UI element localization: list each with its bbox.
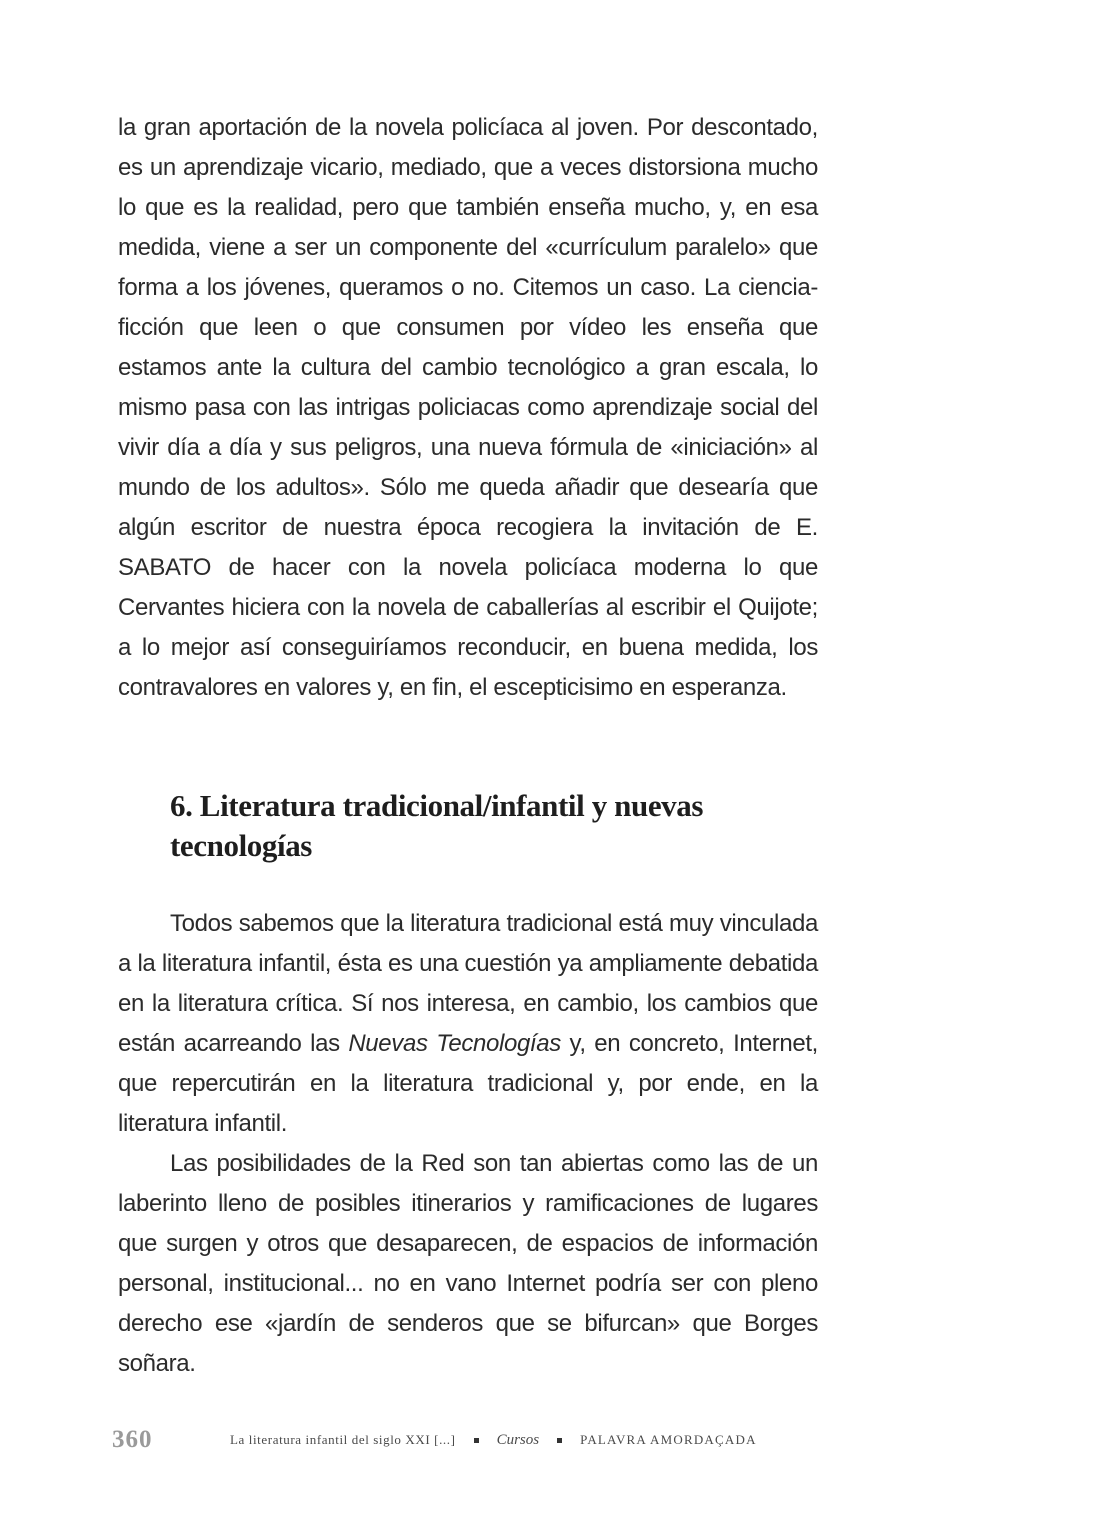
paragraph: la gran aportación de la novela policíaca al joven. Por descontado, es un aprendizaje vicario, mediado, que a veces distorsiona mucho lo que es la realidad, pero que también enseña mucho, y, en esa medida, viene a ser un componente del «currículum paralelo» que forma a los jóvenes, queramos o no. Citemos un caso. La ciencia-ficción que leen o que consumen por vídeo les enseña que estamos ante la cultura del cambio tecnológico a gran escala, lo mismo pasa con las intrigas policiacas como aprendizaje social del vivir día a día y sus peligros, una nueva fórmula de «iniciación» al mundo de los adultos». Sólo me queda añadir que desearía que algún escritor de nuestra época recogiera la invitación de E. SABATO de hacer con la novela policíaca moderna lo que Cervantes hiciera con la novela de caballerías al escribir el Quijote; a lo mejor así conseguiríamos reconducir, en buena medida, los contravalores en valores y, en fin, el escepticisimo en esperanza.	[118, 114, 818, 701]
series-name: PALAVRA AMORDAÇADA	[580, 1432, 757, 1447]
paragraph-text: y, en concreto, Internet, que repercutirán en la literatura tradicional y, por ende, en la literatura infantil.	[118, 1030, 818, 1137]
section-heading: 6. Literatura tradicional/infantil y nuevas tecnologías	[170, 788, 704, 863]
emphasized-term: Nuevas Tecnologías	[348, 1030, 561, 1057]
body-text	[118, 108, 818, 708]
paragraph: Las posibilidades de la Red son tan abiertas como las de un laberinto lleno de posibles itinerarios y ramificaciones de lugares que surgen y otros que desaparecen, de espacios de información personal, institucional... no en vano Internet podría ser con pleno derecho ese «jardín de senderos que se bifurcan» que Borges soñara.	[118, 1150, 818, 1377]
section-body	[118, 904, 818, 1384]
journal-name: Cursos	[496, 1431, 540, 1448]
paragraph	[118, 904, 818, 1144]
paragraph-text: Todos sabemos que la literatura tradicional está muy vinculada a la literatura infantil, ésta es una cuestión ya ampliamente debatida en la literatura crítica. Sí nos interesa, en cambio, los cambios que están acarreando las	[118, 910, 818, 1057]
page-footer	[112, 1425, 822, 1455]
bullet-separator-icon	[474, 1438, 479, 1443]
running-title: La literatura infantil del siglo XXI [...]	[230, 1432, 456, 1447]
page-number: 360	[112, 1426, 153, 1453]
bullet-separator-icon	[557, 1438, 562, 1443]
